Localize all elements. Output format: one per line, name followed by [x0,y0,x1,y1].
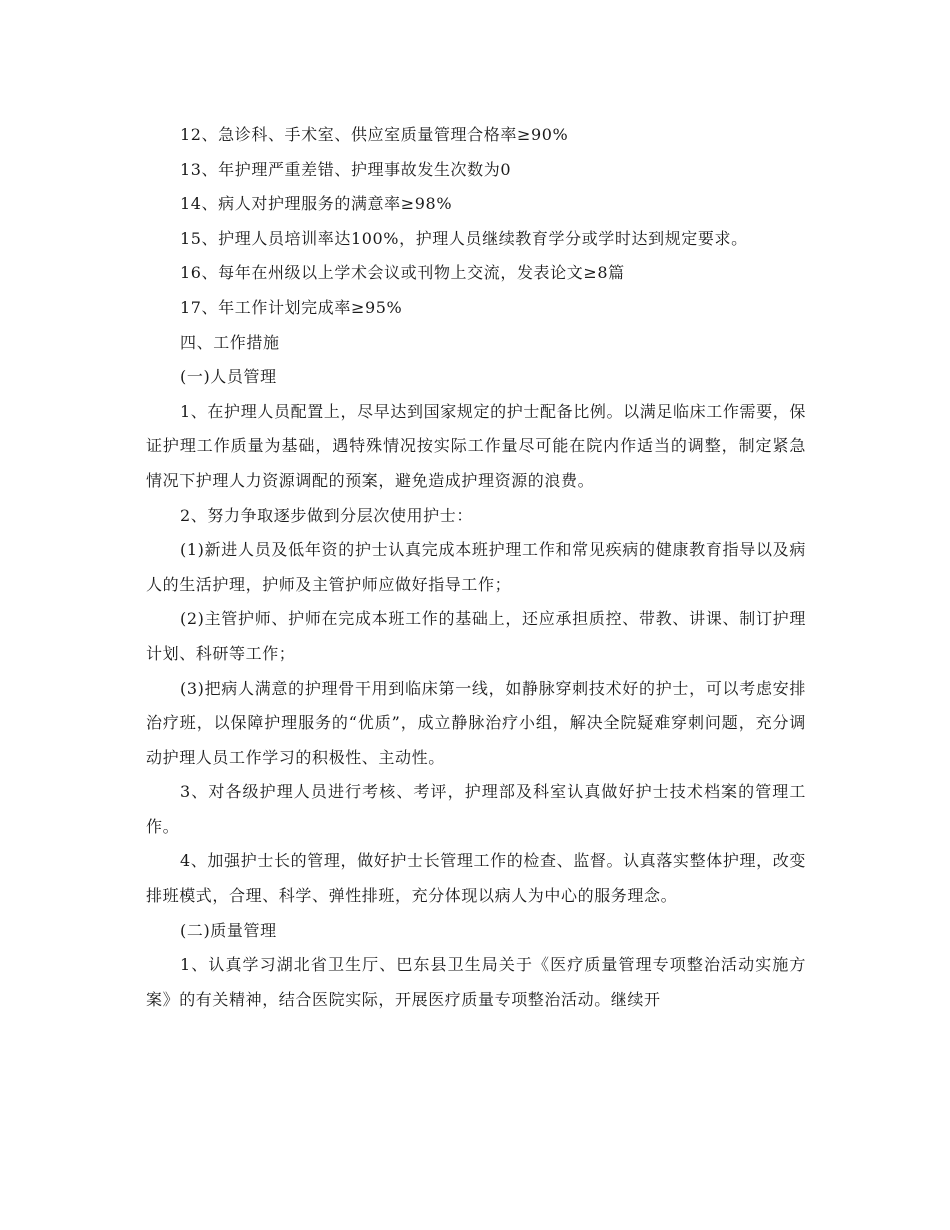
goal-item-15: 15、护理人员培训率达100%，护理人员继续教育学分或学时达到规定要求。 [180,228,748,248]
goal-item-13: 13、年护理严重差错、护理事故发生次数为0 [180,159,512,179]
paragraph-head-nurse: 4、加强护士长的管理，做好护士长管理工作的检查、监督。认真落实整体护理，改变排班模式，合理、科学、弹性排班，充分体现以病人为中心的服务理念。 [146,851,806,906]
paragraph-quality-study: 1、认真学习湖北省卫生厅、巴东县卫生局关于《医疗质量管理专项整治活动实施方案》的有关精神，结合医院实际，开展医疗质量专项整治活动。继续开 [146,955,806,1009]
paragraph-tiered-use: 2、努力争取逐步做到分层次使用护士： [180,505,473,525]
goal-item-17: 17、年工作计划完成率≥95% [180,297,403,317]
paragraph-tier-1: (1)新进人员及低年资的护士认真完成本班护理工作和常见疾病的健康教育指导以及病人的生活护理，护师及主管护师应做好指导工作； [146,540,806,594]
paragraph-tier-3: (3)把病人满意的护理骨干用到临床第一线，如静脉穿刺技术好的护士，可以考虑安排治疗班，以保障护理服务的“优质”，成立静脉治疗小组，解决全院疑难穿刺问题，充分调动护理人员工作学习的积极性、主动性。 [146,678,806,767]
paragraph-assessment: 3、对各级护理人员进行考核、考评，护理部及科室认真做好护士技术档案的管理工作。 [146,782,806,836]
goal-item-16: 16、每年在州级以上学术会议或刊物上交流，发表论文≥8篇 [180,263,625,283]
paragraph-staffing: 1、在护理人员配置上，尽早达到国家规定的护士配备比例。以满足临床工作需要，保证护理工作质量为基础，遇特殊情况按实际工作量尽可能在院内作适当的调整，制定紧急情况下护理人力资源调配的预案，避免造成护理资源的浪费。 [146,401,806,490]
section-heading-measures: 四、工作措施 [180,332,280,352]
goal-item-14: 14、病人对护理服务的满意率≥98% [180,194,453,214]
goal-item-12: 12、急诊科、手术室、供应室质量管理合格率≥90% [180,125,569,144]
document-body [146,118,806,1017]
paragraph-tier-2: (2)主管护师、护师在完成本班工作的基础上，还应承担质控、带教、讲课、制订护理计划、科研等工作； [146,609,806,663]
subsection-heading-personnel: (一)人员管理 [180,367,277,387]
subsection-heading-quality: (二)质量管理 [180,920,277,940]
